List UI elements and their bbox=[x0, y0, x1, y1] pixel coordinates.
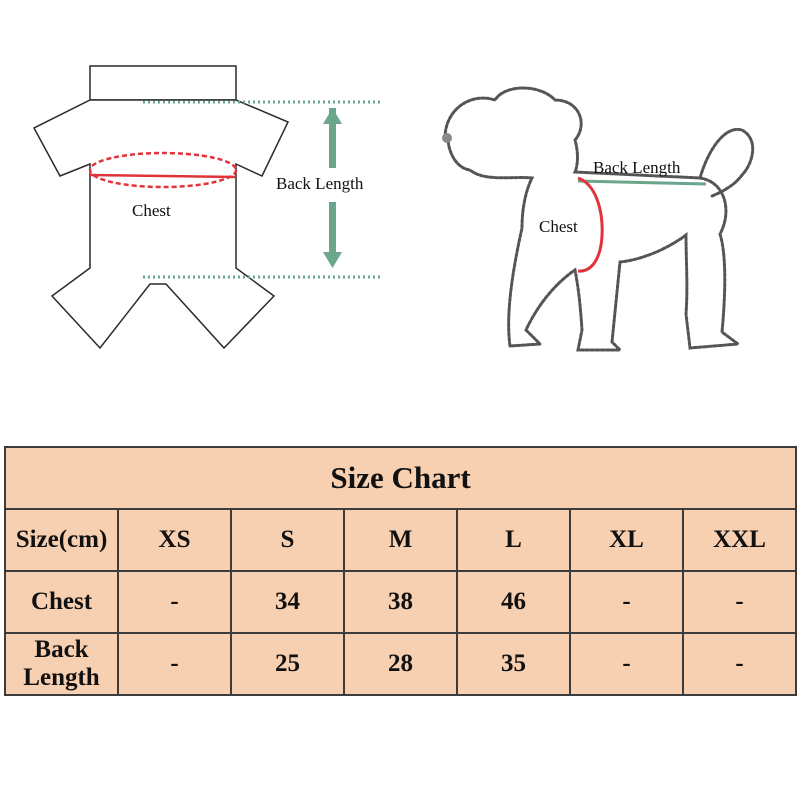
table-cell: - bbox=[683, 571, 796, 633]
size-header-cell: Size(cm) bbox=[5, 509, 118, 571]
table-cell: - bbox=[118, 633, 231, 695]
size-header-cell: XL bbox=[570, 509, 683, 571]
chest-row bbox=[5, 571, 796, 633]
table-cell: 35 bbox=[457, 633, 570, 695]
garment-body bbox=[34, 100, 288, 348]
size-chart-table bbox=[4, 446, 797, 696]
table-cell: 46 bbox=[457, 571, 570, 633]
dog-chest-marker bbox=[578, 178, 602, 271]
dog-tail bbox=[700, 129, 753, 196]
garment-back-length-label: Back Length bbox=[276, 174, 364, 193]
size-header-row bbox=[5, 509, 796, 571]
dog-back-length-label: Back Length bbox=[593, 158, 681, 177]
back-length-row bbox=[5, 633, 796, 695]
table-cell: 34 bbox=[231, 571, 344, 633]
table-cell: 38 bbox=[344, 571, 457, 633]
size-chart-title-row bbox=[5, 447, 796, 509]
table-cell: - bbox=[683, 633, 796, 695]
dog-back-length-marker bbox=[578, 181, 706, 184]
size-header-cell: L bbox=[457, 509, 570, 571]
dog-chest-label: Chest bbox=[539, 217, 578, 236]
size-header-cell: S bbox=[231, 509, 344, 571]
dog-outline bbox=[445, 88, 753, 350]
size-chart-title: Size Chart bbox=[5, 447, 796, 509]
dog-nose-icon bbox=[442, 133, 452, 143]
size-header-cell: XS bbox=[118, 509, 231, 571]
table-cell: 25 bbox=[231, 633, 344, 695]
dog-head-body bbox=[445, 88, 738, 350]
table-cell: 28 bbox=[344, 633, 457, 695]
size-header-cell: M bbox=[344, 509, 457, 571]
size-header-cell: XXL bbox=[683, 509, 796, 571]
row-label: Back Length bbox=[5, 633, 118, 695]
table-cell: - bbox=[570, 571, 683, 633]
garment-collar bbox=[90, 66, 236, 100]
garment-chest-label: Chest bbox=[132, 201, 171, 220]
table-cell: - bbox=[570, 633, 683, 695]
table-cell: - bbox=[118, 571, 231, 633]
row-label: Chest bbox=[5, 571, 118, 633]
